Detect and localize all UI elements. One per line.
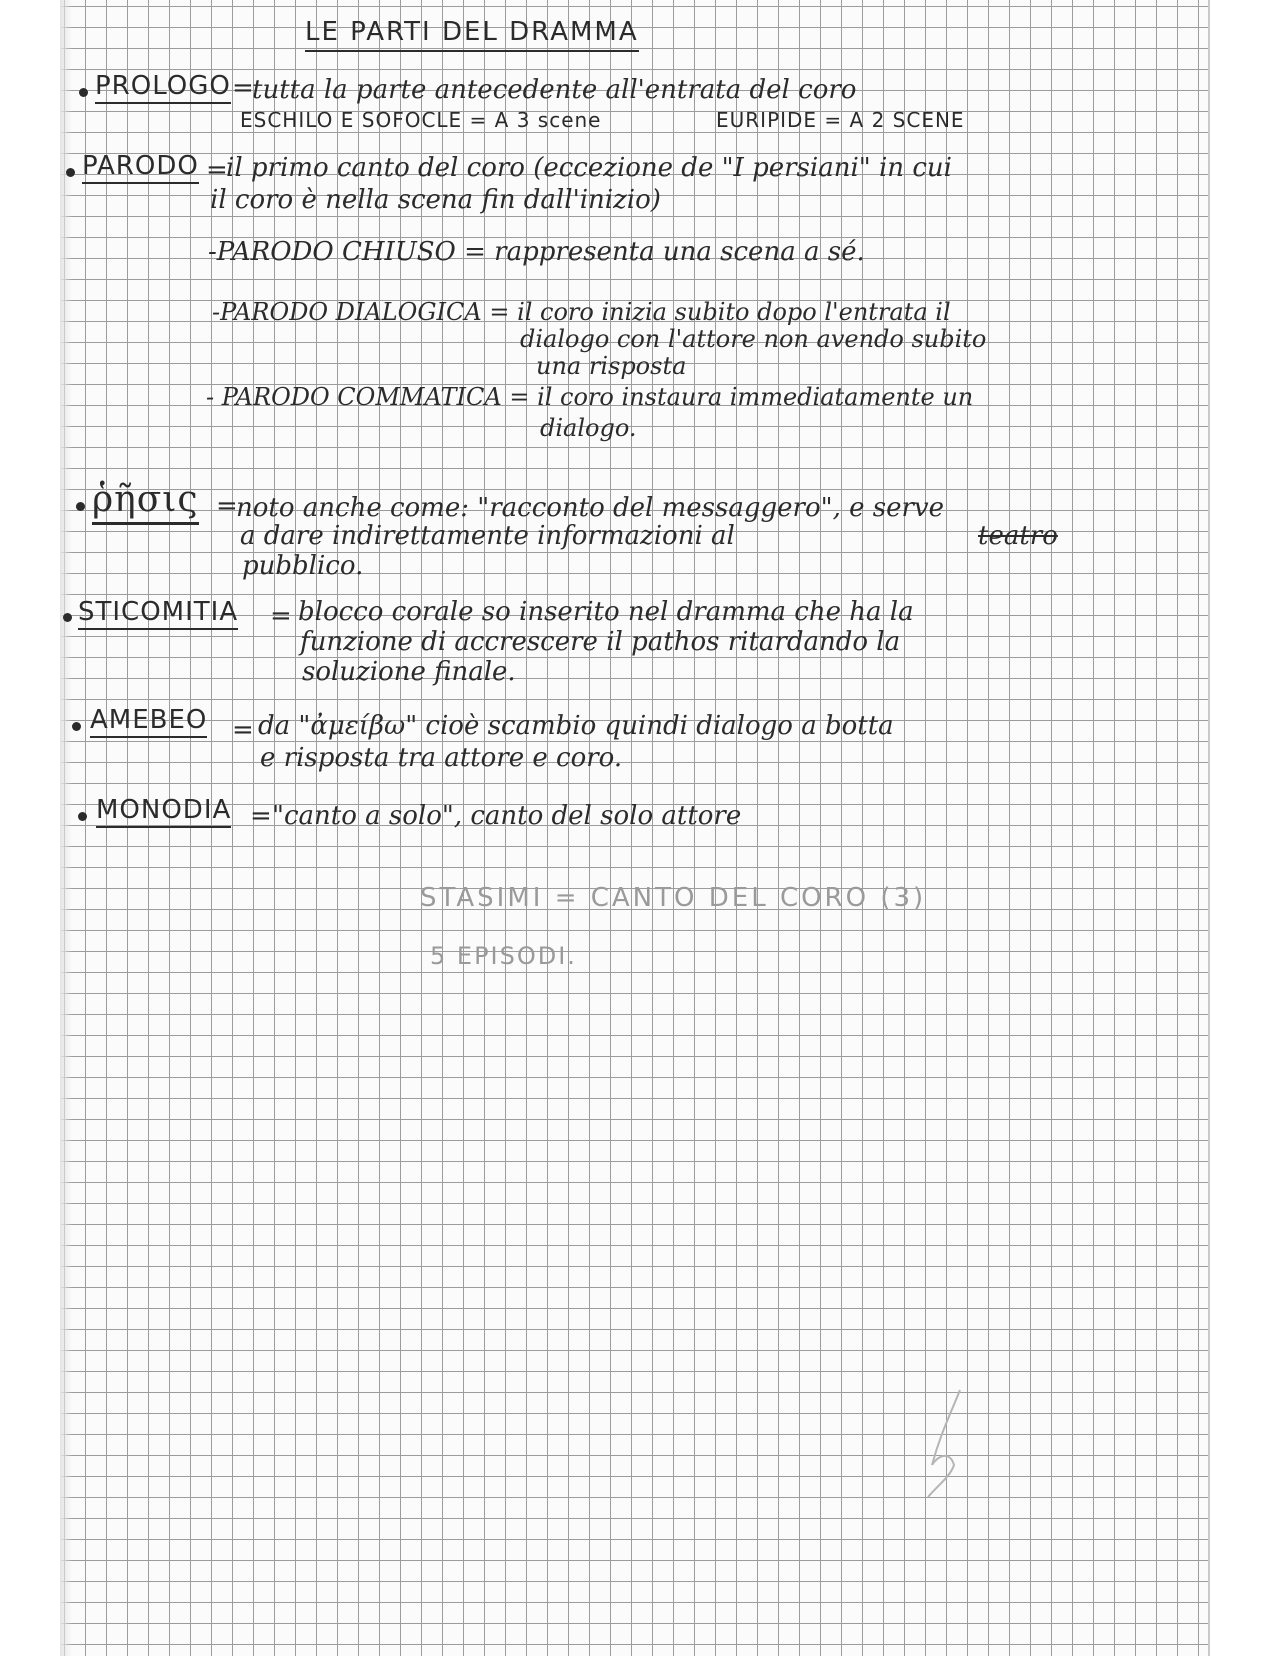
equals-sticomitia: = (270, 601, 292, 631)
sticomitia-definition: blocco corale so inserito nel dramma che ha la (298, 597, 914, 627)
pencil-note-stasimi: STASIMI = CANTO DEL CORO (3) (420, 883, 927, 913)
bullet-prologo (79, 88, 88, 97)
rhesis-definition-cont: a dare indirettamente informazioni al (240, 521, 735, 551)
parodo-dialogica-risposta: una risposta (536, 352, 687, 380)
page-title: LE PARTI DEL DRAMMA (305, 18, 639, 52)
bullet-rhesis (76, 502, 85, 511)
parodo-definition-cont: il coro è nella scena fin dall'inizio) (210, 185, 661, 215)
rhesis-crossed-word: teatro (978, 521, 1058, 551)
sticomitia-definition-end: soluzione finale. (302, 657, 516, 687)
parodo-chiuso: -PARODO CHIUSO = rappresenta una scena a sé. (208, 237, 865, 267)
bullet-amebeo (72, 722, 81, 731)
rhesis-definition-end: pubblico. (242, 551, 364, 581)
pencil-doodle (920, 1385, 980, 1505)
amebeo-definition: da "ἀμείβω" cioè scambio quindi dialogo a botta (258, 711, 894, 741)
term-rhesis: ῥῆσις (92, 480, 199, 525)
parodo-commatica-cont: dialogo. (540, 414, 637, 442)
amebeo-definition-cont: e risposta tra attore e coro. (260, 743, 623, 773)
prologo-euripide: EURIPIDE = A 2 SCENE (716, 108, 965, 132)
term-parodo: PARODO (82, 152, 199, 184)
equals-prologo: = (232, 73, 254, 103)
prologo-definition: tutta la parte antecedente all'entrata del coro (252, 75, 857, 105)
equals-parodo: = (206, 155, 228, 185)
parodo-dialogica: -PARODO DIALOGICA = il coro inizia subito dopo l'entrata il (212, 298, 951, 326)
prologo-eschilo-sofocle: ESCHILO E SOFOCLE = A 3 scene (240, 108, 602, 132)
bullet-sticomitia (63, 613, 72, 622)
bullet-parodo (66, 168, 75, 177)
parodo-dialogica-cont: dialogo con l'attore non avendo subito (520, 325, 987, 353)
pencil-note-episodi: 5 EPISODI. (430, 942, 577, 970)
equals-amebeo: = (232, 715, 254, 745)
term-prologo: PROLOGO (95, 72, 231, 104)
monodia-definition: "canto a solo", canto del solo attore (272, 801, 742, 831)
equals-monodia: = (250, 801, 272, 831)
sticomitia-definition-cont: funzione di accrescere il pathos ritardando la (300, 627, 901, 657)
term-amebeo: AMEBEO (90, 706, 207, 738)
rhesis-definition: noto anche come: "racconto del messaggero", e serve (236, 493, 944, 523)
parodo-definition: il primo canto del coro (eccezione de "I persiani" in cui (226, 153, 952, 183)
bullet-monodia (78, 812, 87, 821)
term-monodia: MONODIA (96, 796, 231, 828)
term-sticomitia: STICOMITIA (78, 598, 238, 630)
equals-rhesis: = (216, 491, 238, 521)
page-edge-shadow (60, 0, 72, 1656)
parodo-commatica: - PARODO COMMATICA = il coro instaura immediatamente un (206, 383, 974, 411)
